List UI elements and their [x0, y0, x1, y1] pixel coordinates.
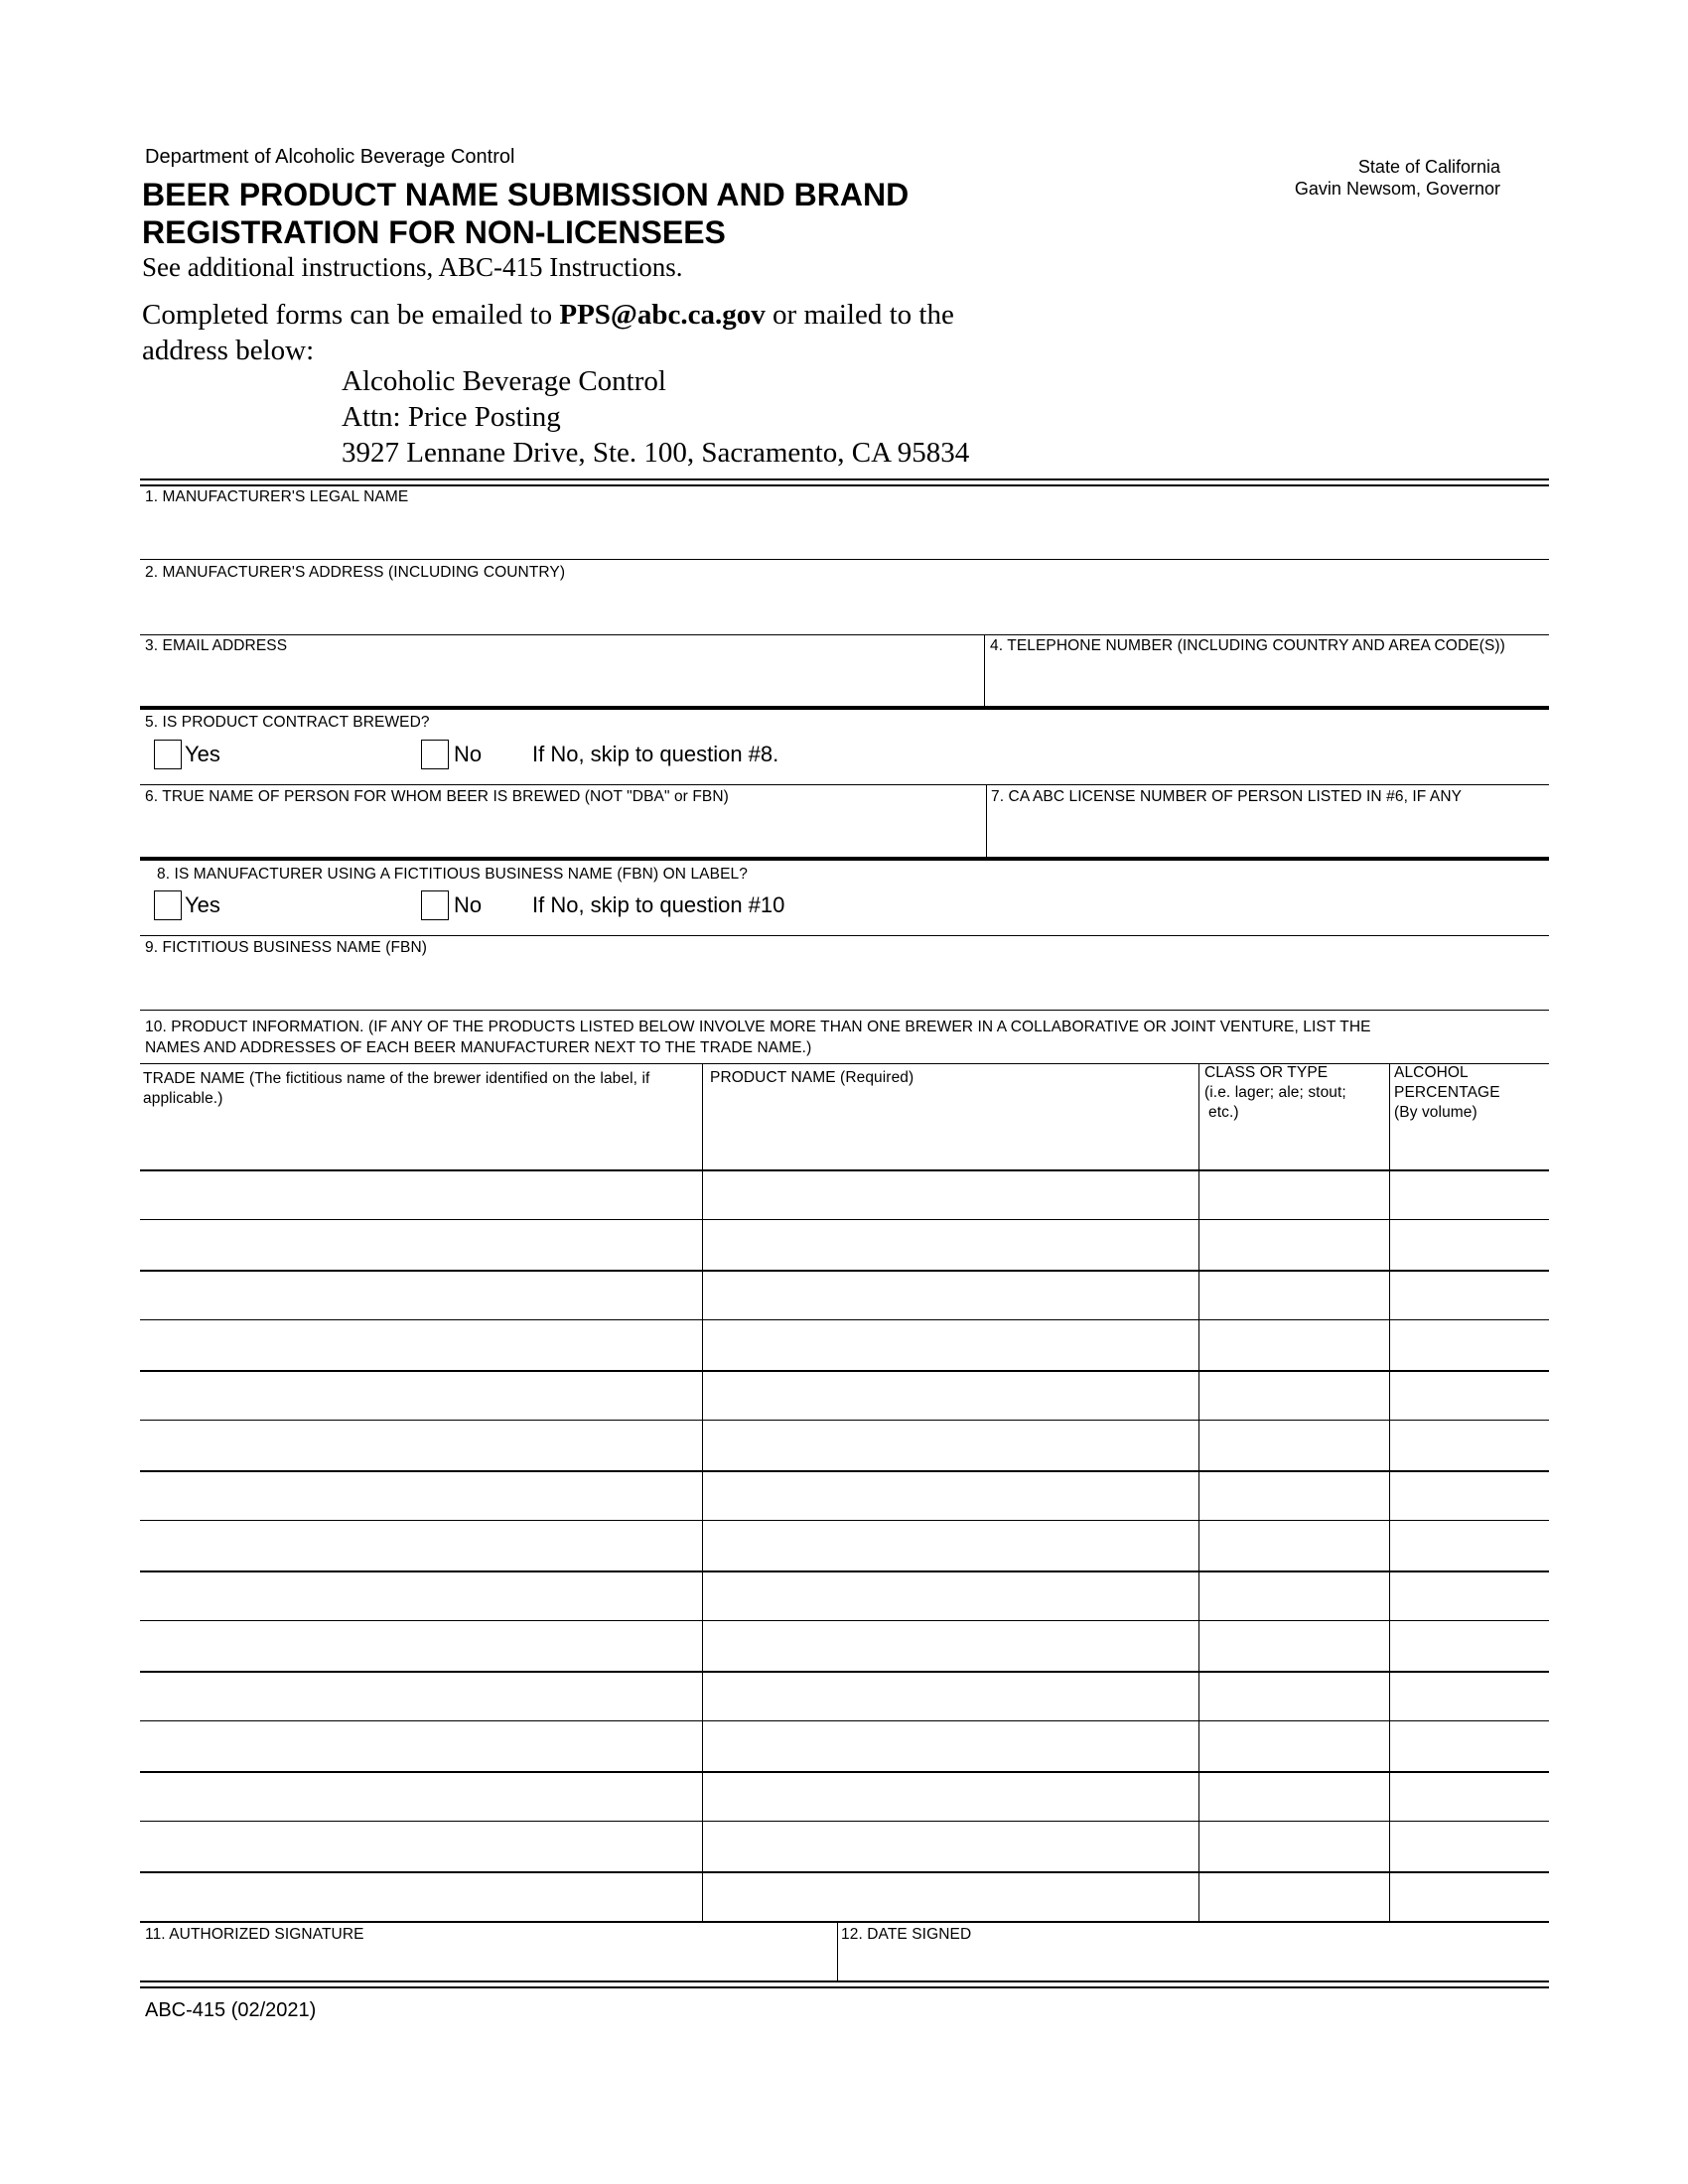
col-separator	[702, 1063, 703, 1921]
form-title-line-2: REGISTRATION FOR NON-LICENSEES	[142, 214, 726, 250]
fbn-question-label: 8. IS MANUFACTURER USING A FICTITIOUS BUSINESS NAME (FBN) ON LABEL?	[157, 866, 748, 883]
table-row-line	[140, 1520, 1549, 1521]
alcohol-pct-cell[interactable]	[1391, 1522, 1547, 1568]
table-row-line	[140, 1219, 1549, 1220]
contract-brewed-note: If No, skip to question #8.	[532, 742, 779, 766]
department-name: Department of Alcoholic Beverage Control	[145, 146, 515, 168]
bottom-rule-2	[140, 1986, 1549, 1988]
alcohol-pct-cell[interactable]	[1391, 1572, 1547, 1618]
class-type-cell[interactable]	[1200, 1522, 1387, 1568]
divider-vertical	[986, 784, 987, 857]
legal-name-input[interactable]	[140, 506, 1549, 558]
product-name-cell[interactable]	[704, 1522, 1196, 1568]
signature-label: 11. AUTHORIZED SIGNATURE	[145, 1926, 364, 1943]
bottom-rule-1	[140, 1980, 1549, 1982]
address-line-2: Attn: Price Posting	[342, 401, 561, 433]
divider	[140, 1010, 1549, 1011]
col-separator	[1198, 1063, 1199, 1921]
trade-name-cell[interactable]	[142, 1522, 700, 1568]
true-name-input[interactable]	[140, 806, 984, 856]
col-header-alcohol	[1394, 1063, 1500, 1123]
col-header-class-type	[1204, 1063, 1346, 1123]
address-line-3: 3927 Lennane Drive, Ste. 100, Sacramento, CA 95834	[342, 437, 970, 469]
product-info-line-1: 10. PRODUCT INFORMATION. (IF ANY OF THE PRODUCTS LISTED BELOW INVOLVE MORE THAN ONE BREWER IN A COLLABORATIVE OR JOINT VENTURE, LIST THE	[145, 1019, 1371, 1035]
class-type-cell[interactable]	[1200, 1272, 1387, 1317]
trade-name-cell[interactable]	[142, 1171, 700, 1217]
legal-name-label: 1. MANUFACTURER'S LEGAL NAME	[145, 488, 409, 505]
top-rule-2	[140, 484, 1549, 486]
product-info-line-2: NAMES AND ADDRESSES OF EACH BEER MANUFACTURER NEXT TO THE TRADE NAME.)	[145, 1039, 812, 1056]
col-header-alcohol-line-2: PERCENTAGE	[1394, 1084, 1500, 1101]
fbn-name-input[interactable]	[140, 957, 1549, 1009]
trade-name-cell[interactable]	[142, 1321, 700, 1367]
fbn-name-label: 9. FICTITIOUS BUSINESS NAME (FBN)	[145, 939, 428, 956]
alcohol-pct-cell[interactable]	[1391, 1422, 1547, 1467]
class-type-cell[interactable]	[1200, 1773, 1387, 1819]
trade-name-cell[interactable]	[142, 1673, 700, 1718]
alcohol-pct-cell[interactable]	[1391, 1221, 1547, 1267]
alcohol-pct-cell[interactable]	[1391, 1171, 1547, 1217]
license-number-input[interactable]	[988, 806, 1547, 856]
product-name-cell[interactable]	[704, 1622, 1196, 1668]
divider-vertical	[984, 634, 985, 706]
col-header-class-line-1: CLASS OR TYPE	[1204, 1064, 1329, 1081]
product-name-cell[interactable]	[704, 1722, 1196, 1768]
trade-name-cell[interactable]	[142, 1572, 700, 1618]
class-type-cell[interactable]	[1200, 1622, 1387, 1668]
product-name-cell[interactable]	[704, 1171, 1196, 1217]
product-name-cell[interactable]	[704, 1272, 1196, 1317]
alcohol-pct-cell[interactable]	[1391, 1622, 1547, 1668]
table-row-line	[140, 1620, 1549, 1621]
form-title-line-1: BEER PRODUCT NAME SUBMISSION AND BRAND	[142, 177, 910, 212]
email-link[interactable]: PPS@abc.ca.gov	[559, 299, 766, 331]
telephone-label: 4. TELEPHONE NUMBER (INCLUDING COUNTRY AND AREA CODE(S))	[990, 637, 1505, 654]
product-name-cell[interactable]	[704, 1572, 1196, 1618]
table-row-line	[140, 1319, 1549, 1320]
alcohol-pct-cell[interactable]	[1391, 1722, 1547, 1768]
alcohol-pct-cell[interactable]	[1391, 1773, 1547, 1819]
col-header-product-name: PRODUCT NAME (Required)	[710, 1069, 914, 1086]
contract-brewed-no-label: No	[454, 742, 483, 766]
trade-name-cell[interactable]	[142, 1472, 700, 1518]
true-name-label: 6. TRUE NAME OF PERSON FOR WHOM BEER IS BREWED (NOT "DBA" or FBN)	[145, 788, 729, 805]
table-row-line	[140, 1821, 1549, 1822]
class-type-cell[interactable]	[1200, 1722, 1387, 1768]
mailing-address	[342, 363, 969, 471]
class-type-cell[interactable]	[1200, 1572, 1387, 1618]
divider	[140, 634, 1549, 635]
top-rule-1	[140, 478, 1549, 480]
address-below-label: address below:	[142, 335, 315, 366]
class-type-cell[interactable]	[1200, 1422, 1387, 1467]
alcohol-pct-cell[interactable]	[1391, 1272, 1547, 1317]
trade-name-cell[interactable]	[142, 1873, 700, 1919]
class-type-cell[interactable]	[1200, 1673, 1387, 1718]
date-signed-label: 12. DATE SIGNED	[841, 1926, 972, 1943]
email-input[interactable]	[140, 655, 984, 705]
contract-brewed-no-checkbox[interactable]	[421, 740, 449, 769]
divider	[140, 935, 1549, 936]
product-name-cell[interactable]	[704, 1673, 1196, 1718]
col-header-class-line-3: etc.)	[1208, 1104, 1239, 1121]
divider	[140, 559, 1549, 560]
col-header-class-line-2: (i.e. lager; ale; stout;	[1204, 1084, 1346, 1101]
date-signed-input[interactable]	[839, 1944, 1547, 1979]
email-instructions	[142, 299, 954, 332]
class-type-cell[interactable]	[1200, 1321, 1387, 1367]
class-type-cell[interactable]	[1200, 1823, 1387, 1868]
address-label: 2. MANUFACTURER'S ADDRESS (INCLUDING COUNTRY)	[145, 564, 566, 581]
class-type-cell[interactable]	[1200, 1372, 1387, 1418]
trade-name-cell[interactable]	[142, 1722, 700, 1768]
col-header-alcohol-line-3: (By volume)	[1394, 1104, 1477, 1121]
product-name-cell[interactable]	[704, 1773, 1196, 1819]
email-suffix: or mailed to the	[773, 299, 954, 331]
table-row-line	[140, 1420, 1549, 1421]
col-header-trade-name-line-1: TRADE NAME (The fictitious name of the brewer identified on the label, if	[143, 1070, 650, 1087]
license-number-label: 7. CA ABC LICENSE NUMBER OF PERSON LISTED IN #6, IF ANY	[991, 788, 1463, 805]
contract-brewed-yes-label: Yes	[185, 742, 220, 766]
alcohol-pct-cell[interactable]	[1391, 1372, 1547, 1418]
product-info-label	[145, 1017, 1371, 1058]
contract-brewed-label: 5. IS PRODUCT CONTRACT BREWED?	[145, 714, 430, 731]
signature-input[interactable]	[140, 1944, 835, 1979]
trade-name-cell[interactable]	[142, 1422, 700, 1467]
alcohol-pct-cell[interactable]	[1391, 1673, 1547, 1718]
table-row-line	[140, 1720, 1549, 1721]
fbn-yes-checkbox[interactable]	[154, 890, 182, 920]
alcohol-pct-cell[interactable]	[1391, 1823, 1547, 1868]
product-name-cell[interactable]	[704, 1823, 1196, 1868]
alcohol-pct-cell[interactable]	[1391, 1472, 1547, 1518]
trade-name-cell[interactable]	[142, 1823, 700, 1868]
trade-name-cell[interactable]	[142, 1221, 700, 1267]
email-label: 3. EMAIL ADDRESS	[145, 637, 288, 654]
class-type-cell[interactable]	[1200, 1472, 1387, 1518]
col-header-alcohol-line-1: ALCOHOL	[1394, 1064, 1469, 1081]
state-name: State of California	[1357, 157, 1500, 177]
class-type-cell[interactable]	[1200, 1221, 1387, 1267]
trade-name-cell[interactable]	[142, 1272, 700, 1317]
form-title	[142, 176, 909, 251]
address-line-1: Alcoholic Beverage Control	[342, 365, 666, 397]
fbn-yes-label: Yes	[185, 892, 220, 917]
alcohol-pct-cell[interactable]	[1391, 1321, 1547, 1367]
form-id: ABC-415 (02/2021)	[145, 1999, 317, 2021]
class-type-cell[interactable]	[1200, 1873, 1387, 1919]
divider	[140, 784, 1549, 785]
product-name-cell[interactable]	[704, 1372, 1196, 1418]
trade-name-cell[interactable]	[142, 1372, 700, 1418]
col-header-trade-name	[143, 1069, 649, 1109]
thick-divider	[140, 706, 1549, 710]
email-prefix: Completed forms can be emailed to	[142, 299, 553, 331]
divider-vertical	[837, 1921, 838, 1980]
fbn-no-label: No	[454, 892, 483, 917]
fbn-no-checkbox[interactable]	[421, 890, 449, 920]
product-name-cell[interactable]	[704, 1422, 1196, 1467]
table-bottom-rule	[140, 1921, 1549, 1923]
product-name-cell[interactable]	[704, 1321, 1196, 1367]
class-type-cell[interactable]	[1200, 1171, 1387, 1217]
address-input[interactable]	[140, 582, 1549, 633]
trade-name-cell[interactable]	[142, 1773, 700, 1819]
trade-name-cell[interactable]	[142, 1622, 700, 1668]
contract-brewed-yes-checkbox[interactable]	[154, 740, 182, 769]
governor-name: Gavin Newsom, Governor	[1294, 179, 1500, 199]
fbn-note: If No, skip to question #10	[532, 892, 785, 917]
thick-divider	[140, 857, 1549, 861]
product-name-cell[interactable]	[704, 1472, 1196, 1518]
alcohol-pct-cell[interactable]	[1391, 1873, 1547, 1919]
state-info	[1295, 156, 1500, 200]
instructions-reference: See additional instructions, ABC-415 Instructions.	[142, 252, 683, 282]
telephone-input[interactable]	[986, 655, 1547, 705]
col-header-trade-name-line-2: applicable.)	[143, 1090, 223, 1107]
product-name-cell[interactable]	[704, 1873, 1196, 1919]
product-name-cell[interactable]	[704, 1221, 1196, 1267]
col-separator	[1389, 1063, 1390, 1921]
